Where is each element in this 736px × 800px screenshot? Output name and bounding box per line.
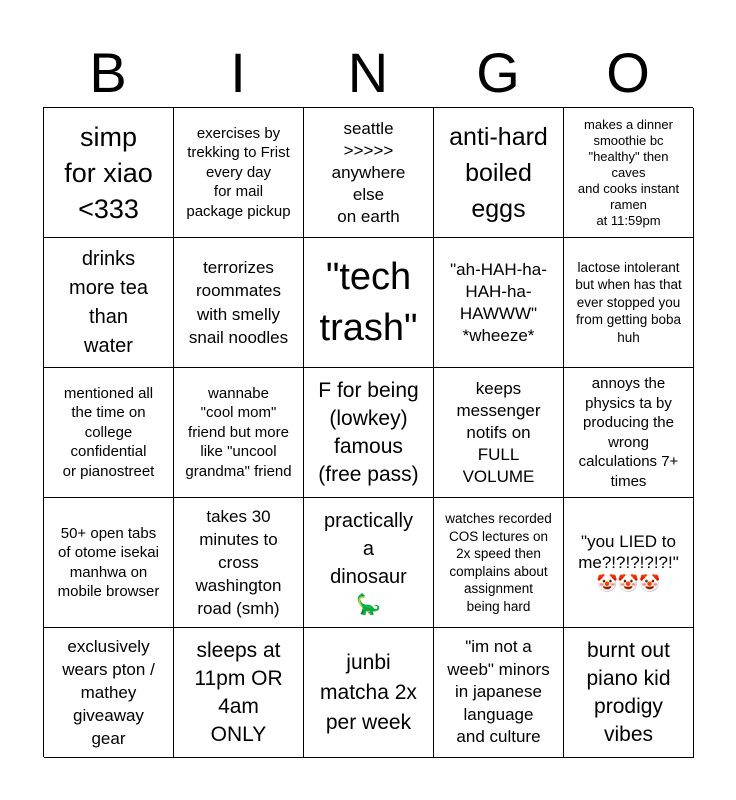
cell-text: "ah-HAH-ha- HAH-ha- HAWWW" *wheeze*: [450, 259, 547, 345]
cell-text: exclusively wears pton / mathey giveaway gear: [62, 637, 155, 748]
bingo-cell[interactable]: [564, 108, 694, 238]
cell-text: terrorizes roommates with smelly snail noodles: [188, 257, 289, 347]
cell-text: exercises by trekking to Frist every day for mail package pickup: [186, 124, 291, 220]
cell-text: anti-hard boiled eggs: [449, 122, 548, 223]
cell-text: junbi matcha 2x per week: [320, 650, 417, 734]
bingo-cell[interactable]: [564, 498, 694, 628]
cell-text: keeps messenger notifs on FULL VOLUME: [456, 378, 541, 486]
bingo-cell[interactable]: [44, 108, 174, 238]
cell-text: "tech trash": [319, 255, 418, 349]
header-letter-i: I: [230, 41, 246, 104]
cell-text: wannabe "cool mom" friend but more like "uncool grandma" friend: [185, 384, 292, 480]
bingo-cell[interactable]: [44, 628, 174, 758]
cell-text: drinks more tea than water: [69, 247, 148, 357]
header-letter-b: B: [89, 41, 127, 104]
cell-text: watches recorded COS lectures on 2x speed then complains about assignment being hard: [445, 511, 552, 614]
bingo-board: [43, 107, 693, 757]
bingo-cell[interactable]: [44, 238, 174, 368]
bingo-cell[interactable]: [434, 238, 564, 368]
cell-text: takes 30 minutes to cross washington road (smh): [195, 507, 282, 618]
bingo-cell[interactable]: [304, 368, 434, 498]
cell-text: sleeps at 11pm OR 4am ONLY: [194, 638, 283, 746]
bingo-cell[interactable]: [174, 628, 304, 758]
bingo-cell[interactable]: [304, 498, 434, 628]
cell-text: makes a dinner smoothie bc "healthy" then caves and cooks instant ramen at 11:59pm: [577, 116, 680, 228]
bingo-cell[interactable]: [174, 368, 304, 498]
header-letter-g: G: [476, 41, 520, 104]
cell-text: F for being (lowkey) famous (free pass): [318, 378, 419, 486]
bingo-cell[interactable]: [44, 368, 174, 498]
bingo-cell[interactable]: [564, 238, 694, 368]
bingo-cell[interactable]: [434, 498, 564, 628]
cell-text: mentioned all the time on college confidential or pianostreet: [62, 384, 155, 480]
bingo-cell[interactable]: [174, 498, 304, 628]
cell-text: seattle >>>>> anywhere else on earth: [331, 118, 406, 226]
bingo-cell[interactable]: [304, 238, 434, 368]
bingo-cell[interactable]: [564, 628, 694, 758]
bingo-cell[interactable]: [174, 238, 304, 368]
bingo-cell[interactable]: [434, 108, 564, 238]
cell-text: "im not a weeb" minors in japanese language and culture: [447, 637, 550, 747]
bingo-cell[interactable]: [174, 108, 304, 238]
cell-text: annoys the physics ta by producing the wrong calculations 7+ times: [578, 375, 679, 490]
cell-text: 50+ open tabs of otome isekai manhwa on mobile browser: [57, 524, 160, 600]
header-letter-o: O: [606, 41, 650, 104]
bingo-cell[interactable]: [44, 498, 174, 628]
cell-text: simp for xiao <333: [64, 121, 153, 224]
cell-text: "you LIED to me?!?!?!?!?!" 🤡🤡🤡: [578, 532, 679, 593]
bingo-cell[interactable]: [434, 628, 564, 758]
cell-text: burnt out piano kid prodigy vibes: [586, 638, 671, 746]
bingo-header: [43, 38, 693, 108]
header-letter-n: N: [347, 41, 389, 104]
cell-text: lactose intolerant but when has that ever stopped you from getting boba huh: [575, 259, 682, 345]
bingo-cell[interactable]: [304, 628, 434, 758]
bingo-cell[interactable]: [564, 368, 694, 498]
bingo-cell[interactable]: [434, 368, 564, 498]
bingo-cell[interactable]: [304, 108, 434, 238]
cell-text: practically a dinosaur 🦕: [324, 509, 413, 616]
